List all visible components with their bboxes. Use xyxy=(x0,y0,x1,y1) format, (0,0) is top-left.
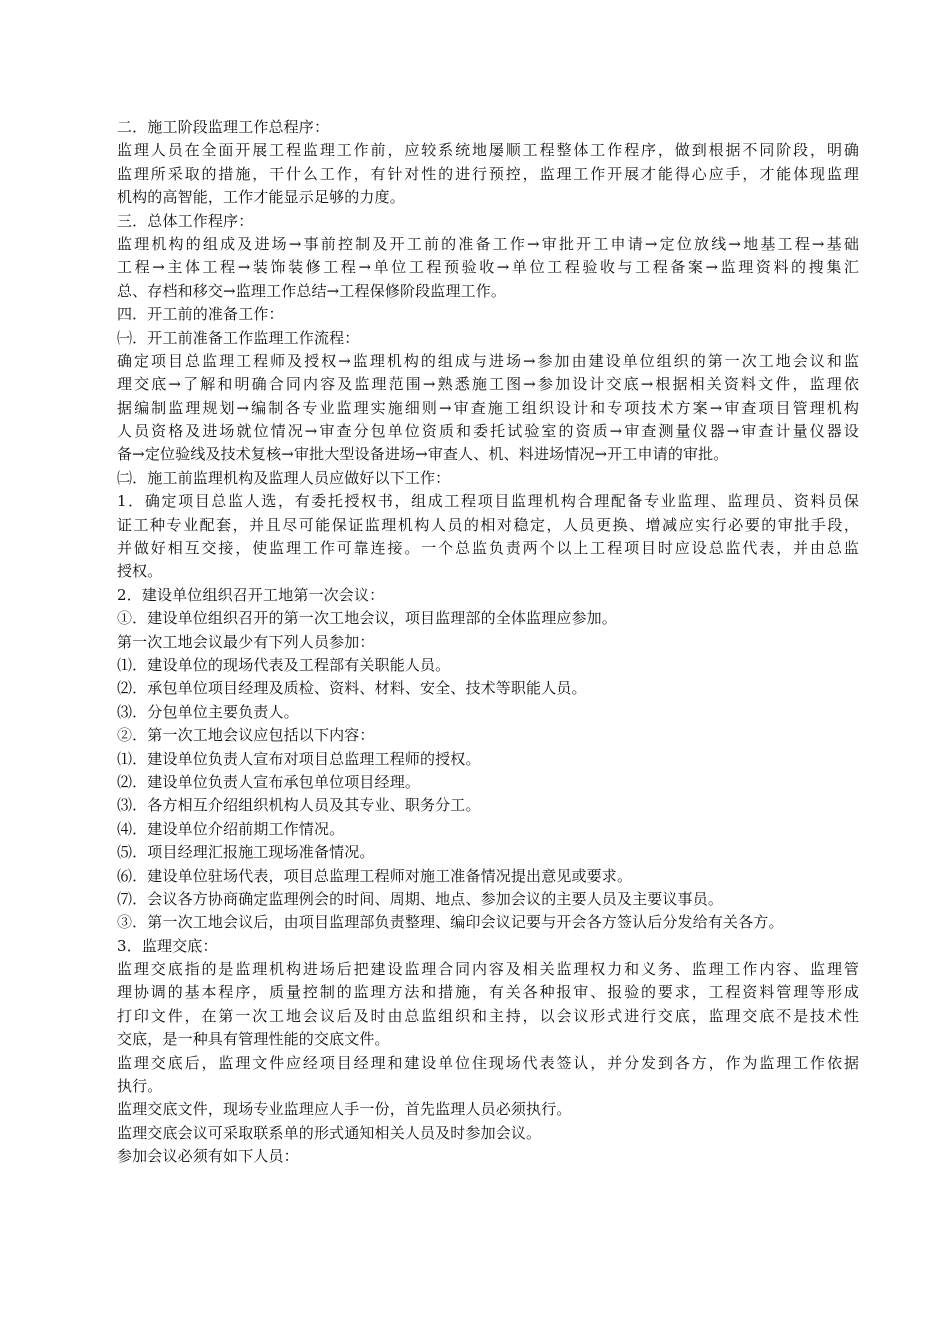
text-line: ⑶．分包单位主要负责人。 xyxy=(117,702,299,721)
text-line: 机构的高智能，工作才能显示足够的力度。 xyxy=(117,188,405,207)
text-line: ⑴．建设单位负责人宣布对项目总监理工程师的授权。 xyxy=(117,749,481,768)
text-line: 证工种专业配套，并且尽可能保证监理机构人员的相对稳定，人员更换、增减应实行必要的审批手段， xyxy=(117,515,859,534)
text-line: ㈠．开工前准备工作监理工作流程： xyxy=(117,328,360,347)
text-line: ⑵．承包单位项目经理及质检、资料、材料、安全、技术等职能人员。 xyxy=(117,679,587,698)
text-line: ⑺．会议各方协商确定监理例会的时间、周期、地点、参加会议的主要人员及主要议事员。 xyxy=(117,889,724,908)
text-line: ⑴．建设单位的现场代表及工程部有关职能人员。 xyxy=(117,655,451,674)
text-line: 参加会议必须有如下人员： xyxy=(117,1147,299,1166)
text-line: 并做好相互交接，使监理工作可靠连接。一个总监负责两个以上工程项目时应设总监代表，并由总监 xyxy=(117,539,859,558)
text-line: ⑹．建设单位驻场代表，项目总监理工程师对施工准备情况提出意见或要求。 xyxy=(117,866,633,885)
text-line: 总、存档和移交→监理工作总结→工程保修阶段监理工作。 xyxy=(117,281,507,300)
text-line: 二．施工阶段监理工作总程序： xyxy=(117,118,330,136)
text-line: 3．监理交底： xyxy=(117,936,218,955)
text-line: 监理交底文件，现场专业监理应人手一份，首先监理人员必须执行。 xyxy=(117,1100,572,1119)
text-line: 监理交底后，监理文件应经项目经理和建设单位住现场代表签认，并分发到各方，作为监理工作依据 xyxy=(117,1053,859,1072)
text-line: 2．建设单位组织召开工地第一次会议： xyxy=(117,585,385,604)
text-line: ⑸．项目经理汇报施工现场准备情况。 xyxy=(117,843,375,862)
text-line: 工程→主体工程→装饰装修工程→单位工程预验收→单位工程验收与工程备案→监理资料的搜集汇 xyxy=(117,258,859,277)
text-line: 交底，是一种具有管理性能的交底文件。 xyxy=(117,1030,390,1049)
text-line: 监理交底指的是监理机构进场后把建设监理合同内容及相关监理权力和义务、监理工作内容、监理管 xyxy=(117,960,859,979)
text-line: ⑶．各方相互介绍组织机构人员及其专业、职务分工。 xyxy=(117,796,481,815)
text-line: 打印文件，在第一次工地会议后及时由总监组织和主持，以会议形式进行交底，监理交底不是技术性 xyxy=(117,1006,859,1025)
text-line: 1．确定项目总监人选，有委托授权书，组成工程项目监理机构合理配备专业监理、监理员、资料员保 xyxy=(117,492,859,511)
text-line: 第一次工地会议最少有下列人员参加： xyxy=(117,632,375,651)
text-line: 监理人员在全面开展工程监理工作前，应较系统地屡顺工程整体工作程序，做到根据不同阶段，明确 xyxy=(117,141,859,160)
text-line: ②．第一次工地会议应包括以下内容： xyxy=(117,726,375,745)
text-line: 理协调的基本程序，质量控制的监理方法和措施，有关各种报审、报验的要求，工程资料管理等形成 xyxy=(117,983,859,1002)
text-line: ③．第一次工地会议后，由项目监理部负责整理、编印会议记要与开会各方签认后分发给有关各方。 xyxy=(117,913,784,932)
text-line: ㈡．施工前监理机构及监理人员应做好以下工作： xyxy=(117,468,451,487)
document-page xyxy=(117,116,859,1169)
text-line: 确定项目总监理工程师及授权→监理机构的组成与进场→参加由建设单位组织的第一次工地会议和监 xyxy=(117,351,859,370)
text-line: ①．建设单位组织召开的第一次工地会议，项目监理部的全体监理应参加。 xyxy=(117,609,617,628)
text-line: 理交底→了解和明确合同内容及监理范围→熟悉施工图→参加设计交底→根据相关资料文件，监理依 xyxy=(117,375,859,394)
text-line: 三．总体工作程序： xyxy=(117,211,254,230)
text-line: 执行。 xyxy=(117,1077,163,1096)
text-line: ⑷．建设单位介绍前期工作情况。 xyxy=(117,819,345,838)
text-line: ⑵．建设单位负责人宣布承包单位项目经理。 xyxy=(117,772,421,791)
text-line: 监理机构的组成及进场→事前控制及开工前的准备工作→审批开工申请→定位放线→地基工程→基础 xyxy=(117,234,859,253)
text-line: 四．开工前的准备工作： xyxy=(117,305,284,324)
text-line: 监理交底会议可采取联系单的形式通知相关人员及时参加会议。 xyxy=(117,1123,542,1142)
text-line: 人员资格及进场就位情况→审查分包单位资质和委托试验室的资质→审查测量仪器→审查计量仪器设 xyxy=(117,422,859,441)
text-line: 授权。 xyxy=(117,562,163,581)
text-line: 备→定位验线及技术复核→审批大型设备进场→审查人、机、料进场情况→开工申请的审批。 xyxy=(117,445,729,464)
text-line: 监理所采取的措施，干什么工作，有针对性的进行预控，监理工作开展才能得心应手，才能体现监理 xyxy=(117,164,859,183)
text-line: 据编制监理规划→编制各专业监理实施细则→审查施工组织设计和专项技术方案→审查项目管理机构 xyxy=(117,398,859,417)
